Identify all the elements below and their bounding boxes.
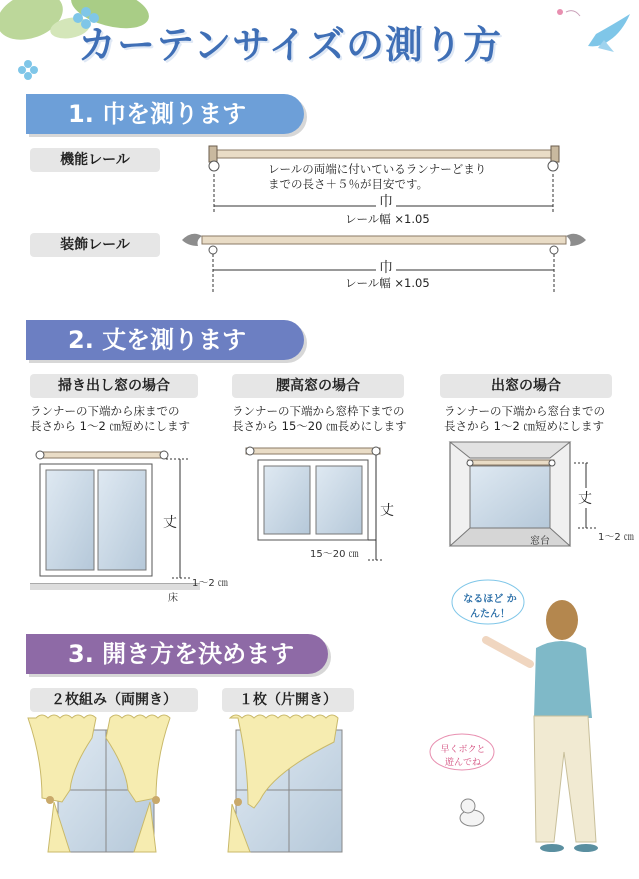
decorative-rail-label: 装飾レール bbox=[30, 233, 160, 257]
functional-width-label: 巾 bbox=[376, 191, 396, 211]
window1-offset: 1〜2 ㎝ bbox=[192, 578, 228, 589]
functional-formula: レール幅 ×1.05 bbox=[345, 212, 430, 226]
window1-height-label: 丈 bbox=[163, 512, 177, 532]
window2-height-label: 丈 bbox=[380, 500, 394, 520]
window1-note-2: 長さから 1〜2 ㎝短めにします bbox=[30, 419, 190, 433]
window2-note-1: ランナーの下端から窓枠下までの bbox=[232, 404, 405, 418]
section1-banner: 1. 巾を測ります bbox=[26, 94, 304, 134]
window3-title: 出窓の場合 bbox=[440, 374, 612, 398]
window1-title: 掃き出し窓の場合 bbox=[30, 374, 198, 398]
window2-title: 腰高窓の場合 bbox=[232, 374, 404, 398]
double-curtain bbox=[28, 715, 170, 852]
window2-note-2: 長さから 15〜20 ㎝長めにします bbox=[232, 419, 407, 433]
woman-bubble-text: なるほど かんたん！ bbox=[463, 594, 517, 620]
window3-note-2: 長さから 1〜2 ㎝短めにします bbox=[444, 419, 604, 433]
functional-rail-label: 機能レール bbox=[30, 148, 160, 172]
section3-banner: 3. 開き方を決めます bbox=[26, 634, 328, 674]
section2-banner: 2. 丈を測ります bbox=[26, 320, 304, 360]
dog-icon bbox=[460, 799, 484, 826]
single-curtain bbox=[228, 715, 342, 852]
window2-offset: 15〜20 ㎝ bbox=[310, 549, 359, 560]
dog-bubble-text: 早くボクと 遊んでね bbox=[440, 745, 486, 768]
option-single-title: １枚（片開き） bbox=[222, 688, 354, 712]
functional-rail-note-2: までの長さ＋５％が目安です。 bbox=[268, 177, 429, 191]
decorative-formula: レール幅 ×1.05 bbox=[345, 276, 430, 290]
woman-illustration bbox=[486, 600, 598, 852]
page-title: カーテンサイズの測り方 bbox=[78, 23, 503, 67]
sill-label: 窓台 bbox=[530, 536, 550, 547]
decorative-width-label: 巾 bbox=[376, 257, 396, 277]
functional-rail-note-1: レールの両端に付いているランナーどまり bbox=[268, 162, 487, 176]
window1-note-1: ランナーの下端から床までの bbox=[30, 404, 180, 418]
window3-offset: 1〜2 ㎝ bbox=[598, 532, 634, 543]
option-double-title: ２枚組み（両開き） bbox=[30, 688, 198, 712]
window3-height-label: 丈 bbox=[578, 488, 592, 508]
window3-note-1: ランナーの下端から窓台までの bbox=[444, 404, 605, 418]
floor-label: 床 bbox=[168, 593, 178, 604]
